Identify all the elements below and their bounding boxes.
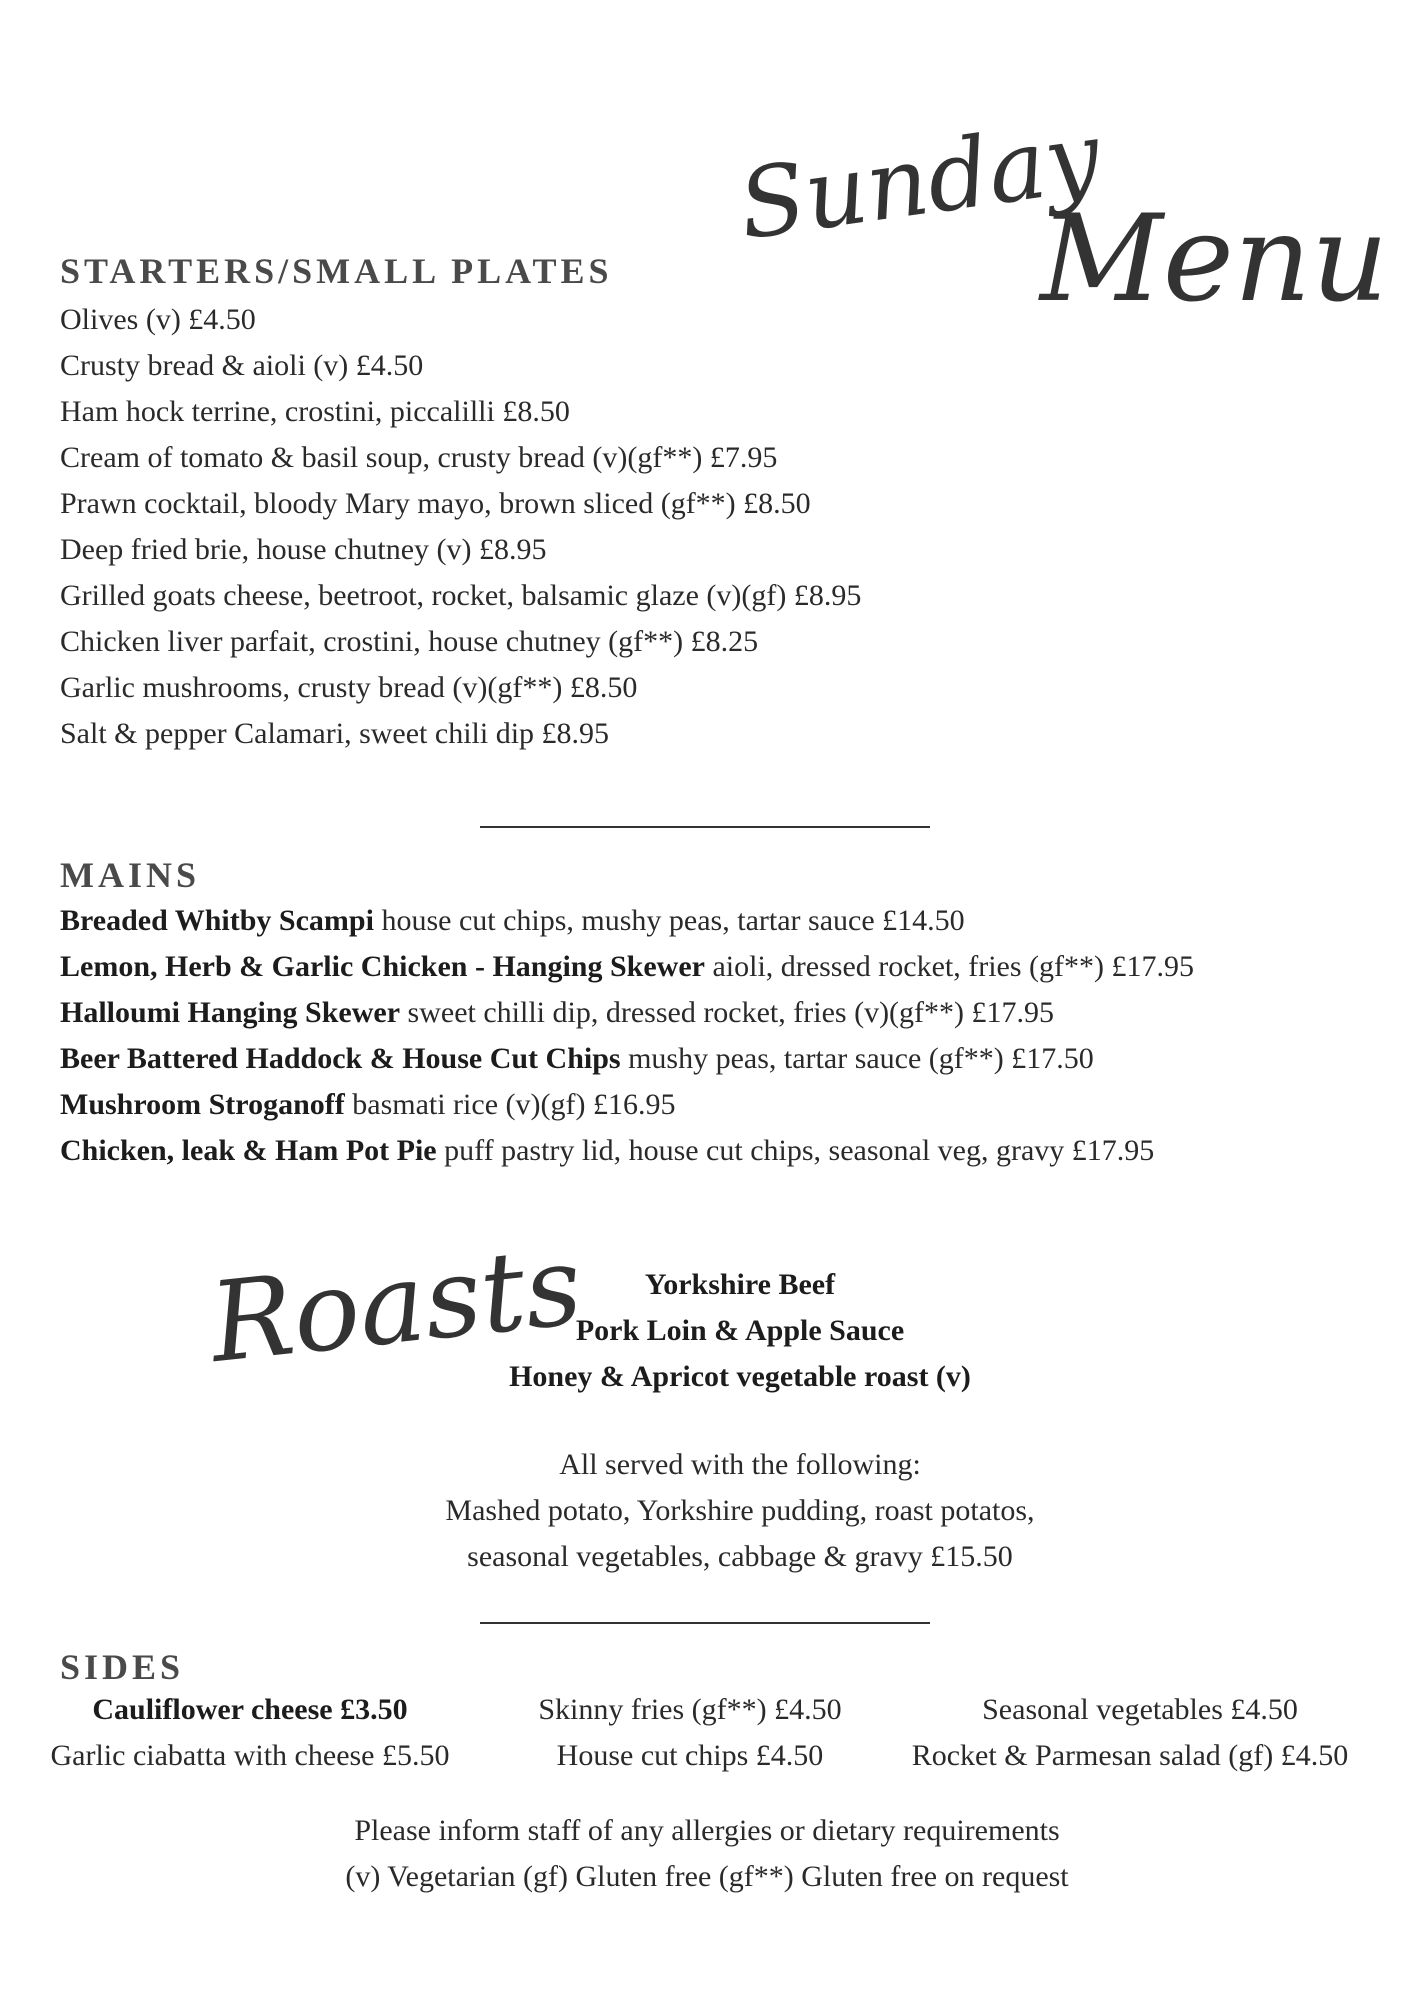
dietary-footer xyxy=(0,1808,1414,1900)
starter-item: Ham hock terrine, crostini, piccalilli £8.50 xyxy=(60,395,570,428)
starter-item: Garlic mushrooms, crusty bread (v)(gf**) £8.50 xyxy=(60,671,638,704)
starter-item: Chicken liver parfait, crostini, house chutney (gf**) £8.25 xyxy=(60,625,759,658)
section-divider xyxy=(480,1622,930,1624)
starter-item: Olives (v) £4.50 xyxy=(60,303,256,336)
starter-item: Crusty bread & aioli (v) £4.50 xyxy=(60,349,424,382)
main-item xyxy=(60,944,1194,990)
mains-heading: MAINS xyxy=(60,855,201,895)
main-item xyxy=(60,1128,1194,1174)
side-item: Garlic ciabatta with cheese £5.50 xyxy=(50,1739,450,1772)
starters-list xyxy=(60,297,861,757)
main-item-desc: puff pastry lid, house cut chips, seasonal veg, gravy £17.95 xyxy=(436,1134,1155,1167)
main-item xyxy=(60,1036,1194,1082)
roasts-script-title: Roasts xyxy=(204,1220,588,1388)
main-item-name: Lemon, Herb & Garlic Chicken - Hanging Skewer xyxy=(60,950,705,983)
footer-allergy-note: Please inform staff of any allergies or dietary requirements xyxy=(354,1814,1060,1847)
side-item: Skinny fries (gf**) £4.50 xyxy=(538,1693,842,1726)
served-line: Mashed potato, Yorkshire pudding, roast potatos, xyxy=(445,1494,1035,1527)
side-item: House cut chips £4.50 xyxy=(556,1739,824,1772)
main-item xyxy=(60,898,1194,944)
sides-heading: SIDES xyxy=(60,1647,185,1687)
main-item xyxy=(60,1082,1194,1128)
starter-item: Salt & pepper Calamari, sweet chili dip £8.95 xyxy=(60,717,610,750)
footer-legend: (v) Vegetarian (gf) Gluten free (gf**) Gluten free on request xyxy=(345,1860,1069,1893)
main-item-name: Breaded Whitby Scampi xyxy=(60,904,374,937)
main-item-name: Chicken, leak & Ham Pot Pie xyxy=(60,1134,437,1167)
section-divider xyxy=(480,826,930,828)
main-item-desc: mushy peas, tartar sauce (gf**) £17.50 xyxy=(620,1042,1094,1075)
side-item: Rocket & Parmesan salad (gf) £4.50 xyxy=(911,1739,1349,1772)
side-item: Seasonal vegetables £4.50 xyxy=(982,1693,1298,1726)
title-menu: Menu xyxy=(1040,190,1389,329)
main-item-name: Mushroom Stroganoff xyxy=(60,1088,345,1121)
title-sunday: Sunday xyxy=(732,100,1107,262)
served-line: seasonal vegetables, cabbage & gravy £15.50 xyxy=(467,1540,1013,1573)
main-item xyxy=(60,990,1194,1036)
main-item-desc: aioli, dressed rocket, fries (gf**) £17.95 xyxy=(704,950,1195,983)
main-item-name: Beer Battered Haddock & House Cut Chips xyxy=(60,1042,621,1075)
main-item-desc: house cut chips, mushy peas, tartar sauce £14.50 xyxy=(373,904,965,937)
main-item-desc: basmati rice (v)(gf) £16.95 xyxy=(344,1088,676,1121)
roast-option: Yorkshire Beef xyxy=(644,1268,836,1301)
roast-option: Pork Loin & Apple Sauce xyxy=(575,1314,905,1347)
roast-option: Honey & Apricot vegetable roast (v) xyxy=(509,1360,971,1393)
mains-list xyxy=(60,898,1194,1174)
served-intro: All served with the following: xyxy=(559,1448,921,1481)
roasts-options xyxy=(440,1262,1040,1400)
starter-item: Grilled goats cheese, beetroot, rocket, balsamic glaze (v)(gf) £8.95 xyxy=(60,579,862,612)
starter-item: Prawn cocktail, bloody Mary mayo, brown sliced (gf**) £8.50 xyxy=(60,487,811,520)
side-item: Cauliflower cheese £3.50 xyxy=(92,1693,408,1726)
starter-item: Cream of tomato & basil soup, crusty bread (v)(gf**) £7.95 xyxy=(60,441,778,474)
roasts-served-with xyxy=(270,1442,1210,1580)
starter-item: Deep fried brie, house chutney (v) £8.95 xyxy=(60,533,547,566)
main-item-desc: sweet chilli dip, dressed rocket, fries (v)(gf**) £17.95 xyxy=(400,996,1055,1029)
main-item-name: Halloumi Hanging Skewer xyxy=(60,996,401,1029)
starters-heading: STARTERS/SMALL PLATES xyxy=(60,251,613,291)
